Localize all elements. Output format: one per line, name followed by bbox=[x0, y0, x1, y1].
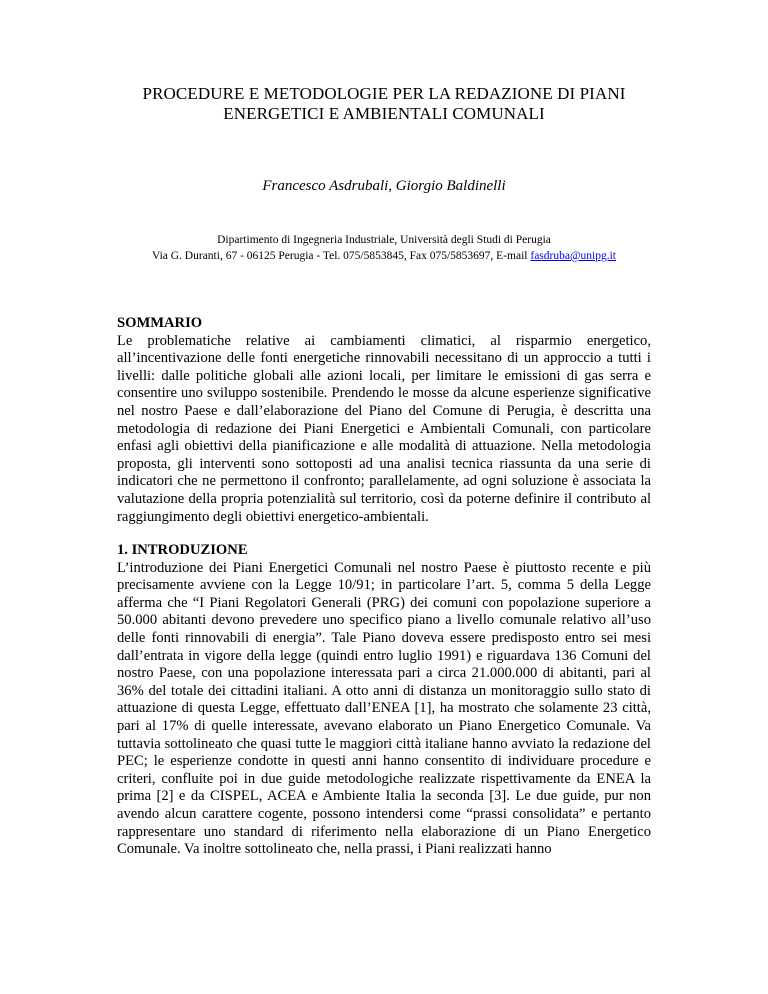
affiliation-block bbox=[0, 232, 768, 264]
affiliation-address-text: Via G. Duranti, 67 - 06125 Perugia - Tel. 075/5853845, Fax 075/5853697, E-mail bbox=[151, 250, 531, 262]
affiliation-department: Dipartimento di Ingegneria Industriale, Università degli Studi di Perugia bbox=[217, 234, 551, 246]
paper-authors: Francesco Asdrubali, Giorgio Baldinelli bbox=[262, 178, 506, 194]
section-heading: SOMMARIO bbox=[117, 315, 203, 331]
abstract-paragraph: Le problematiche relative ai cambiamenti climatici, al risparmio energetico, all’incentivazione delle fonti energetiche rinnovabili necessitano di un approccio a tutti i livelli: dalle politiche globali alle azioni locali, per limitare le emissioni di gas serra e consentire uno sviluppo sostenibile. Prendendo le mosse da alcune esperienze significative nel nostro Paese e dall’elaborazione del Piano del Comune di Perugia, è descritta una metodologia di redazione dei Piani Energetici e Ambientali Comunali, con particolare enfasi agli obiettivi della pianificazione e alle modalità di attuazione. Nella metodologia proposta, gli interventi sono sottoposti ad una analisi tecnica riassunta da una serie di indicatori che ne permettono il confronto; parallelamente, ad ogni soluzione è associata la valutazione della propria potenzialità sul territorio, così da poterne definire il contributo al raggiungimento degli obiettivi energetico-ambientali. bbox=[117, 332, 651, 525]
intro-paragraph: L’introduzione dei Piani Energetici Comunali nel nostro Paese è piuttosto recente e più precisamente avviene con la Legge 10/91; in particolare l’art. 5, comma 5 della Legge afferma che “I Piani Regolatori Generali (PRG) dei comuni con popolazione superiore a 50.000 abitanti devono prevedere uno specifico piano a livello comunale relativo all’uso delle fonti rinnovabili di energia”. Tale Piano doveva essere predisposto entro sei mesi dall’entrata in vigore della legge (quindi entro luglio 1991) e riguardava 136 Comuni del nostro Paese, con una popolazione interessata pari a circa 21.000.000 di abitanti, pari al 36% del totale dei cittadini italiani. A otto anni di distanza un monitoraggio sullo stato di attuazione di questa Legge, effettuato dall’ENEA [1], ha mostrato che solamente 23 città, pari al 17% di quelle interessate, avevano elaborato un Piano Energetico Comunale. Va tuttavia sottolineato che quasi tutte le maggiori città italiane hanno avviato la redazione del PEC; le esperienze condotte in questi anni hanno consentito di individuare procedure e criteri, confluite poi in due guide metodologiche realizzate rispettivamente da ENEA la prima [2] e da CISPEL, ACEA e Ambiente Italia la seconda [3]. Le due guide, pur non avendo alcun carattere cogente, possono intendersi come “prassi consolidata” e pertanto rappresentare uno standard di riferimento nella elaborazione di un Piano Energetico Comunale. Va inoltre sottolineato che, nella prassi, i Piani realizzati hanno bbox=[117, 559, 651, 858]
affiliation-address bbox=[0, 248, 768, 264]
paper-title: PROCEDURE E METODOLOGIE PER LA REDAZIONE DI PIANI ENERGETICI E AMBIENTALI COMUNALI bbox=[142, 84, 626, 123]
email-link[interactable]: fasdruba@unipg.it bbox=[530, 250, 617, 262]
section-introduzione bbox=[117, 542, 651, 859]
section-sommario bbox=[117, 315, 651, 526]
section-heading: 1. INTRODUZIONE bbox=[117, 542, 248, 558]
